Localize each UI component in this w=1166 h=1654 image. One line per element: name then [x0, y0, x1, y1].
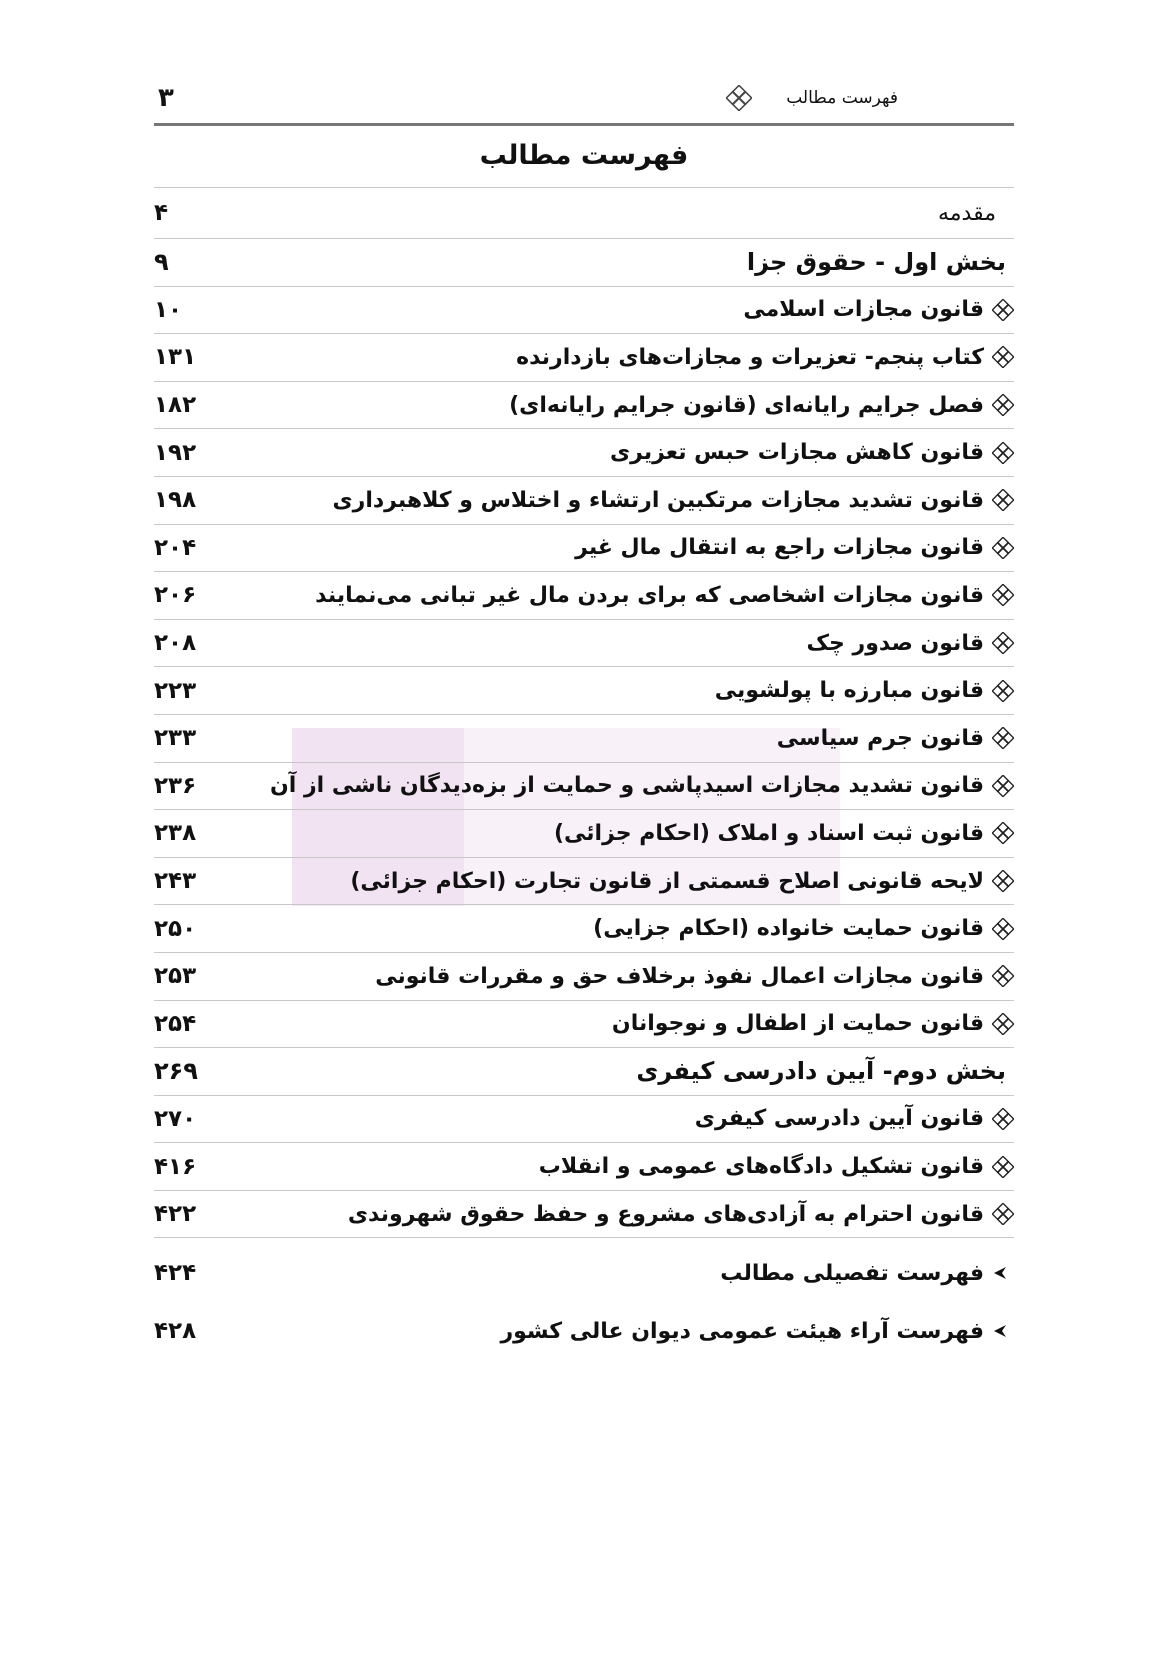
toc-entry	[350, 869, 1014, 894]
toc-entry-title: قانون حمایت از اطفال و نوجوانان	[611, 1011, 984, 1037]
toc-entry-title: قانون آیین دادرسی کیفری	[694, 1106, 984, 1132]
toc-row[interactable]	[154, 1191, 1014, 1239]
toc-entry	[509, 393, 1014, 418]
toc-entry-title: کتاب پنجم- تعزیرات و مجازات‌های بازدارنده	[516, 344, 984, 370]
toc-entry	[938, 201, 1014, 226]
toc-entry-title: مقدمه	[937, 200, 996, 226]
toc-row[interactable]	[154, 1096, 1014, 1144]
toc-entry-page: ۱۹۲	[154, 439, 197, 466]
toc-row[interactable]	[154, 572, 1014, 620]
toc-entry-page: ۱۸۲	[154, 392, 197, 419]
ornament-bullet-icon	[992, 537, 1014, 559]
toc-entry-page: ۲۴۳	[154, 868, 197, 895]
ornament-bullet-icon	[992, 965, 1014, 987]
ornament-bullet-icon	[992, 346, 1014, 368]
toc-entry	[554, 821, 1014, 846]
toc-entry-title: قانون جرم سیاسی	[776, 725, 984, 751]
toc-row[interactable]	[154, 953, 1014, 1001]
toc-entry-title: بخش دوم- آیین دادرسی کیفری	[636, 1057, 1006, 1086]
toc-entry-title: قانون تشدید مجازات مرتکبین ارتشاء و اختلاس و کلاهبرداری	[332, 487, 984, 513]
toc-entry	[610, 440, 1014, 465]
toc-entry	[593, 916, 1014, 941]
toc-entry-page: ۲۳۸	[154, 820, 197, 847]
toc-entry-page: ۱۳۱	[154, 344, 197, 371]
toc-entry-title: قانون تشدید مجازات اسیدپاشی و حمایت از بزه‌دیدگان ناشی از آن	[269, 773, 984, 799]
running-title: فهرست مطالب	[786, 88, 898, 108]
toc-entry	[575, 535, 1014, 560]
toc-entry-page: ۲۰۴	[154, 534, 197, 561]
toc-entry	[747, 248, 1014, 276]
toc-row[interactable]	[154, 525, 1014, 573]
toc-entry-page: ۲۰۸	[154, 630, 197, 657]
ornament-bullet-icon	[992, 918, 1014, 940]
toc-row[interactable]	[154, 429, 1014, 477]
toc-entry-title: قانون حمایت خانواده (احکام جزایی)	[593, 916, 984, 942]
toc-entry-page: ۱۹۸	[154, 487, 197, 514]
toc-entry-title: بخش اول - حقوق جزا	[746, 248, 1006, 277]
ornament-bullet-icon	[992, 822, 1014, 844]
toc-row[interactable]	[154, 715, 1014, 763]
toc-entry-title: قانون مجازات اشخاصی که برای بردن مال غیر تبانی می‌نمایند	[315, 582, 984, 608]
toc-entry	[539, 1154, 1014, 1179]
toc-entry-page: ۲۵۰	[154, 915, 197, 942]
ornament-bullet-icon	[992, 394, 1014, 416]
toc-row[interactable]	[154, 810, 1014, 858]
table-of-contents	[154, 187, 1014, 1360]
toc-row[interactable]	[154, 287, 1014, 335]
toc-entry-title: فهرست تفصیلی مطالب	[720, 1260, 984, 1286]
ornament-bullet-icon	[992, 584, 1014, 606]
ornament-bullet-icon	[992, 680, 1014, 702]
toc-entry	[315, 583, 1014, 608]
ornament-bullet-icon	[992, 1108, 1014, 1130]
toc-entry-title: قانون مجازات اسلامی	[743, 297, 984, 323]
toc-index-row[interactable]	[154, 1302, 1014, 1360]
toc-row[interactable]	[154, 477, 1014, 525]
toc-entry-page: ۲۲۳	[154, 677, 197, 704]
toc-row[interactable]	[154, 858, 1014, 906]
toc-entry	[500, 1319, 1014, 1344]
toc-row[interactable]	[154, 905, 1014, 953]
toc-entry	[695, 1106, 1014, 1131]
toc-entry-title: لایحه قانونی اصلاح قسمتی از قانون تجارت (احکام جزائی)	[350, 868, 984, 894]
ornament-bullet-icon	[992, 775, 1014, 797]
toc-entry-title: قانون مجازات اعمال نفوذ برخلاف حق و مقررات قانونی	[375, 963, 984, 989]
ornament-bullet-icon	[992, 870, 1014, 892]
page-header	[154, 78, 1014, 118]
toc-entry-title: قانون کاهش مجازات حبس تعزیری	[610, 440, 984, 466]
ornament-bullet-icon	[992, 299, 1014, 321]
toc-entry-page: ۱۰	[154, 296, 183, 323]
page-number: ۳	[158, 83, 174, 113]
toc-title: فهرست مطالب	[479, 140, 689, 171]
toc-row[interactable]	[154, 334, 1014, 382]
toc-entry	[806, 631, 1014, 656]
toc-entry	[743, 297, 1014, 322]
toc-row[interactable]	[154, 382, 1014, 430]
toc-entry	[777, 726, 1014, 751]
toc-entry	[636, 1057, 1014, 1085]
toc-entry	[333, 488, 1015, 513]
toc-entry-page: ۲۵۳	[154, 963, 197, 990]
toc-entry	[375, 964, 1014, 989]
toc-entry-page: ۴۲۴	[154, 1260, 197, 1287]
arrow-left-icon	[992, 1265, 1008, 1281]
ornament-bullet-icon	[992, 1203, 1014, 1225]
toc-row[interactable]	[154, 620, 1014, 668]
toc-entry-title: قانون تشکیل دادگاه‌های عمومی و انقلاب	[538, 1154, 984, 1180]
toc-row[interactable]	[154, 763, 1014, 811]
toc-entry-page: ۲۳۳	[154, 725, 197, 752]
ornament-bullet-icon	[992, 1013, 1014, 1035]
toc-entry-page: ۴	[154, 200, 169, 226]
toc-entry-page: ۲۰۶	[154, 582, 197, 609]
toc-entry-page: ۲۷۰	[154, 1105, 197, 1132]
toc-entry	[516, 345, 1014, 370]
toc-entry-page: ۴۲۲	[154, 1201, 197, 1228]
ornament-bullet-icon	[992, 442, 1014, 464]
toc-entry	[720, 1261, 1014, 1286]
toc-entry-title: قانون مبارزه با پولشویی	[714, 678, 984, 704]
ornament-bullet-icon	[992, 632, 1014, 654]
toc-entry-title: فصل جرایم رایانه‌ای (قانون جرایم رایانه‌ای)	[509, 392, 984, 418]
toc-row[interactable]	[154, 1143, 1014, 1191]
toc-entry-page: ۲۵۴	[154, 1010, 197, 1037]
toc-entry-page: ۹	[154, 248, 169, 277]
toc-entry	[612, 1011, 1014, 1036]
toc-row[interactable]	[154, 1001, 1014, 1049]
toc-entry-page: ۴۲۸	[154, 1318, 197, 1345]
toc-entry	[715, 678, 1014, 703]
toc-entry-title: فهرست آراء هیئت عمومی دیوان عالی کشور	[500, 1318, 984, 1344]
header-divider	[154, 123, 1014, 126]
toc-entry-page: ۲۳۶	[154, 772, 197, 799]
ornament-bullet-icon	[992, 1156, 1014, 1178]
toc-entry-title: قانون احترام به آزادی‌های مشروع و حفظ حقوق شهروندی	[347, 1201, 984, 1227]
ornament-icon	[726, 85, 752, 111]
ornament-bullet-icon	[992, 489, 1014, 511]
toc-entry-page: ۲۶۹	[154, 1057, 198, 1086]
toc-entry	[348, 1202, 1014, 1227]
toc-part-row[interactable]	[154, 1048, 1014, 1096]
toc-entry-title: قانون مجازات راجع به انتقال مال غیر	[575, 535, 984, 561]
toc-entry-page: ۴۱۶	[154, 1153, 197, 1180]
toc-part-row[interactable]	[154, 239, 1014, 287]
toc-index-row[interactable]	[154, 1244, 1014, 1302]
toc-entry-title: قانون ثبت اسناد و املاک (احکام جزائی)	[553, 820, 984, 846]
toc-entry	[270, 773, 1014, 798]
ornament-bullet-icon	[992, 727, 1014, 749]
toc-row[interactable]	[154, 667, 1014, 715]
toc-entry-title: قانون صدور چک	[806, 630, 984, 656]
arrow-left-icon	[992, 1323, 1008, 1339]
toc-row[interactable]	[154, 187, 1014, 239]
